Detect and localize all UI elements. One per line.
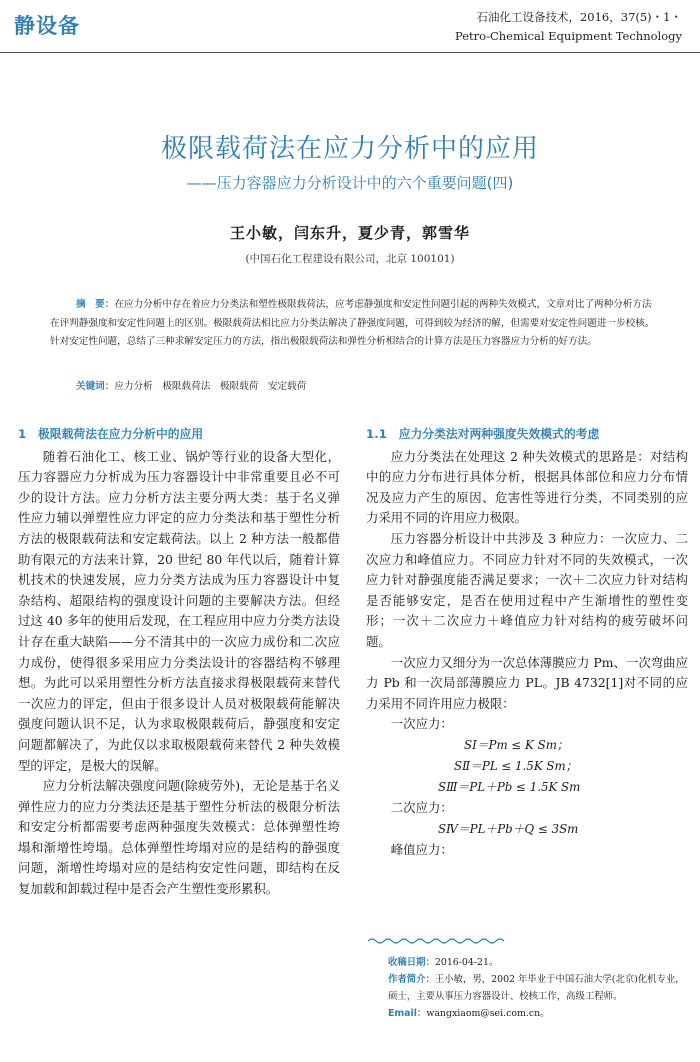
author-bio-label: 作者简介： — [388, 974, 435, 985]
abstract-label: 摘 要： — [76, 299, 115, 310]
keywords-text: 应力分析 极限载荷法 极限载荷 安定载荷 — [114, 381, 307, 392]
article-title: 极限载荷法在应力分析中的应用 — [160, 134, 539, 164]
email-value[interactable]: wangxiaom@sei.com.cn。 — [426, 1008, 550, 1019]
author-list: 王小敏，闫东升，夏少青，郭雪华 — [229, 224, 470, 242]
formula: SⅣ＝PL＋Pb＋Q ≤ 3Sm — [438, 821, 579, 836]
secondary-stress-label: 二次应力： — [390, 799, 453, 815]
formula: SⅢ＝PL＋Pb ≤ 1.5K Sm — [438, 779, 581, 794]
footnote-divider — [368, 936, 690, 946]
abstract — [50, 296, 660, 352]
paragraph: 应力分析法解决强度问题(除疲劳外)，无论是基于名义弹性应力的应力分类法还是基于塑性分析法的极限分析法和安定分析都需要考虑两种强度失效模式：总体弹塑性垮塌和渐增性垮塌。总体弹塑性垮塌对应的是结构的静强度问题，渐增性垮塌对应的是结构安定性问题，即结构在反复加载和卸载过程中是否会产生塑性变形累积。 — [18, 778, 340, 897]
footnotes — [388, 954, 688, 1022]
received-label: 收稿日期： — [388, 957, 435, 968]
keywords-label: 关键词： — [76, 381, 115, 392]
paragraph: 应力分类法在处理这 2 种失效模式的思路是：对结构中的应力分布进行具体分析，根据具体部位和应力分布情况及应力产生的原因、危害性等进行分类，不同类别的应力采用不同的许用应力极限。 — [366, 448, 688, 526]
left-column — [18, 424, 340, 900]
received-value: 2016-04-21。 — [434, 957, 499, 968]
abstract-text: 在应力分析中存在着应力分类法和塑性极限载荷法，应考虑静强度和安定性问题引起的两种失效模式，文章对比了两种分析方法在评判静强度和安定性问题上的区别。极限载荷法相比应力分类法解决了静强度问题，可得到较为经济的解，但需要对安定性问题进一步校核。针对安定性问题，总结了三种求解安定压力的方法，指出极限载荷法和弹性分析相结合的计算方法是压力容器应力分析的好方法。 — [50, 299, 655, 347]
formula: SⅡ＝PL ≤ 1.5K Sm； — [454, 758, 578, 773]
primary-stress-label: 一次应力： — [390, 716, 453, 732]
author-bio — [388, 971, 688, 1005]
right-column — [366, 424, 688, 860]
journal-line: 石油化工设备技术，2016，37(5)・1・ — [476, 10, 682, 24]
email — [388, 1005, 688, 1022]
journal-english-name: Petro-Chemical Equipment Technology — [455, 29, 682, 43]
paragraph: 压力容器分析设计中共涉及 3 种应力：一次应力、二次应力和峰值应力。不同应力针对不同的失效模式，一次应力针对静强度能否满足要求；一次＋二次应力针对结构是否能够安定，是否在使用过程中产生渐增性的塑性变形；一次＋二次应力＋峰值应力针对结构的疲劳破坏问题。 — [366, 530, 688, 649]
formula: SⅠ＝Pm ≤ K Sm； — [464, 737, 569, 752]
section-heading-1: 1 极限载荷法在应力分析中的应用 — [18, 427, 204, 441]
peak-stress-label: 峰值应力： — [390, 841, 453, 857]
header-divider — [0, 52, 700, 53]
affiliation: (中国石化工程建设有限公司，北京 100101) — [245, 253, 455, 265]
article-subtitle: ——压力容器应力分析设计中的六个重要问题(四) — [186, 174, 514, 192]
email-label: Email： — [388, 1008, 427, 1019]
author-bio-text: 王小敏，男，2002 年毕业于中国石油大学(北京)化机专业，硕士，主要从事压力容器设计、校核工作，高级工程师。 — [388, 974, 685, 1002]
paragraph: 随着石油化工、核工业、锅炉等行业的设备大型化，压力容器应力分析成为压力容器设计中非常重要且必不可少的设计方法。应力分析方法主要分两大类：基于名义弹性应力辅以弹塑性应力评定的应力分类法和基于塑性分析方法的极限载荷法和安定载荷法。以上 2 种方法一般都借助有限元的方法来计算，20 世纪 80 年代以后，随着计算机技术的快速发展，应力分类方法成为压力容器设计中复杂结构、超限结构的强度设计问题的主要解决方法。但经过这 40 多年的使用后发现，在工程应用中应力分类方法设计存在重大缺陷——分不清其中的一次应力成份和二次应力成份，使得很多采用应力分类法设计的容器结构不够理想。为此可以采用塑性分析方法直接求得极限载荷来替代一次应力的评定，但由于很多设计人员对极限载荷能解决强度问题认识不足，认为求取极限载荷后，静强度和安定问题都解决了，为此仅以求取极限载荷来替代 2 种失效模型的评定，是极大的误解。 — [18, 448, 340, 773]
keywords — [76, 378, 656, 392]
journal-info — [455, 8, 682, 46]
section-tag: 静设备 — [14, 14, 80, 38]
section-heading-1-1: 1.1 应力分类法对两种强度失效模式的考虑 — [366, 427, 600, 441]
paragraph: 一次应力又细分为一次总体薄膜应力 Pm、一次弯曲应力 Pb 和一次局部薄膜应力 PL。JB 4732[1]对不同的应力采用不同许用应力极限： — [366, 654, 688, 711]
received-date — [388, 954, 688, 971]
